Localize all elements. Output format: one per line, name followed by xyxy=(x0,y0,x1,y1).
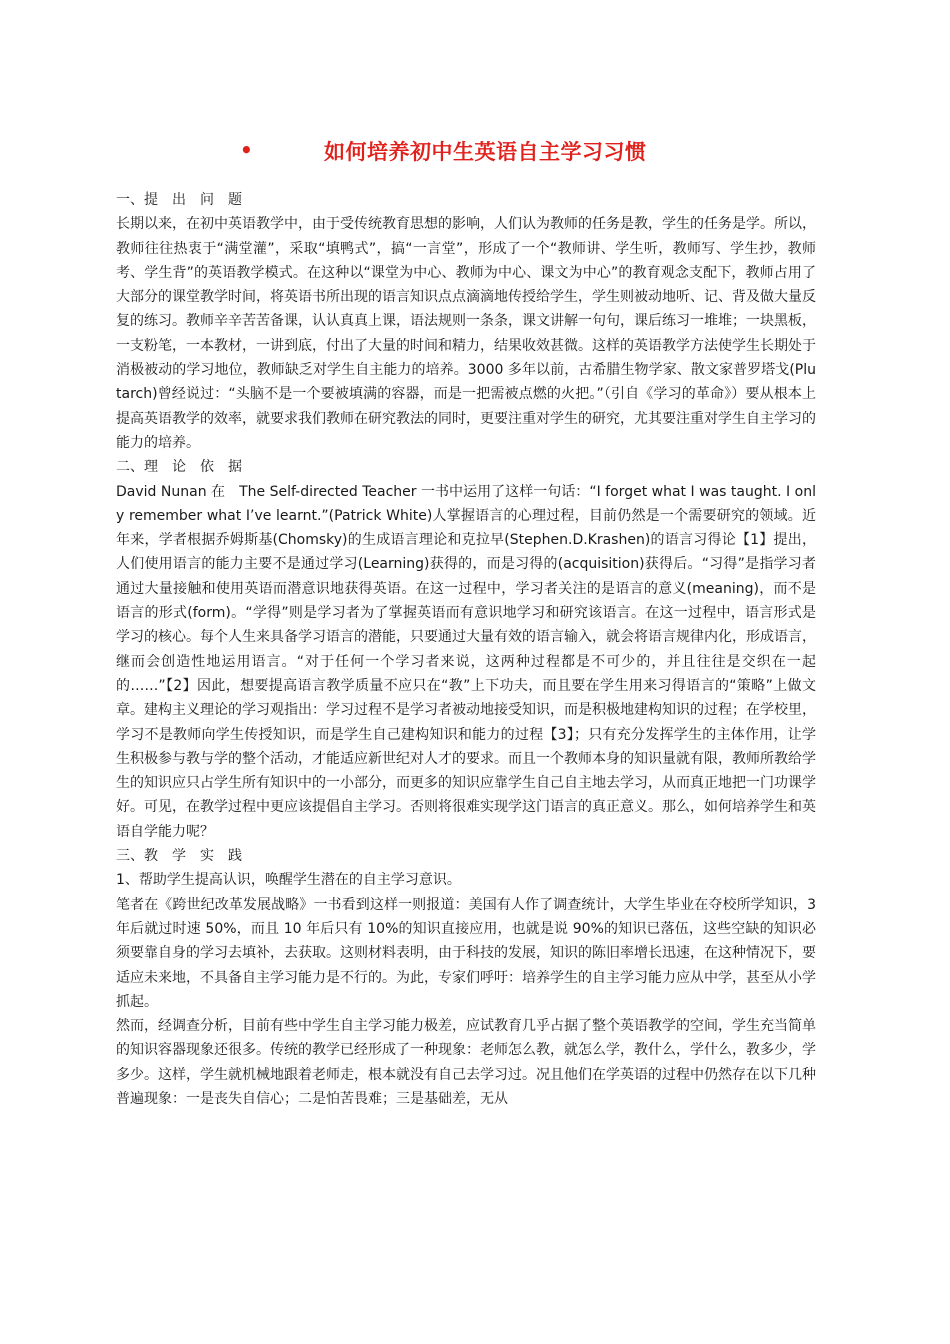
paragraph-3: 笔者在《跨世纪改革发展战略》一书看到这样一则报道：美国有人作了调查统计，大学生毕业在夺校所学知识，3 年后就过时速 50%，而且 10 年后只有 10%的知识直接应用，也就是说 90%的知识已落伍，这些空缺的知识必须要靠自身的学习去填补，去获取。这则材料表明，由于科技的发展，知识的陈旧率增长迅速，在这种情况下，要适应未来地，不具备自主学习能力是不行的。为此，专家们呼吁：培养学生的自主学习能力应从中学，甚至从小学抓起。 xyxy=(116,896,816,1010)
document-title: 如何培养初中生英语自主学习习惯 xyxy=(324,140,647,164)
subheading-1: 1、帮助学生提高认识，唤醒学生潜在的自主学习意识。 xyxy=(116,872,461,889)
paragraph-2: David Nunan 在 The Self-directed Teacher 一书中运用了这样一句话：“I forget what I was taught. I only remember what I’ve learnt.”(Patrick White)人掌握语言的心理过程，目前仍然是一个需要研究的领域。近年来，学者根据乔姆斯基(Chomsky)的生成语言理论和克拉早(Stephen.D.Krashen)的语言习得论【1】提出，人们使用语言的能力主要不是通过学习(Learning)获得的，而是习得的(acquisition)获得后。“习得”是指学习者通过大量接触和使用英语而潜意识地获得英语。在这一过程中，学习者关注的是语言的意义(meaning)，而不是语言的形式(form)。“学得”则是学习者为了掌握英语而有意识地学习和研究该语言。在这一过程中，语言形式是学习的核心。每个人生来具备学习语言的潜能，只要通过大量有效的语言输入，就会将语言规律内化，形成语言，继而会创造性地运用语言。“对于任何一个学习者来说，这两种过程都是不可少的，并且往往是交织在一起的……”【2】因此，想要提高语言教学质量不应只在“教”上下功夫，而且要在学生用来习得语言的“策略”上做文章。建构主义理论的学习观指出：学习过程不是学习者被动地接受知识，而是积极地建构知识的过程；在学校里，学习不是教师向学生传授知识，而是学生自己建构知识和能力的过程【3】；只有充分发挥学生的主体作用，让学生积极参与教与学的整个活动，才能适应新世纪对人才的要求。而且一个教师本身的知识量就有限，教师所教给学生的知识应只占学生所有知识中的一小部分，而更多的知识应靠学生自己自主地去学习，从而真正地把一门功课学好。可见，在教学过程中更应该提倡自主学习。否则将很难实现学这门语言的真正意义。那么，如何培养学生和英语自学能力呢？ xyxy=(116,483,816,840)
section-heading-2: 二、理 论 依 据 xyxy=(116,459,242,476)
title-bullet: • xyxy=(240,138,253,162)
paragraph-4: 然而，经调查分析，目前有些中学生自主学习能力极差，应试教育几乎占据了整个英语教学的空间，学生充当简单的知识容器现象还很多。传统的教学已经形成了一种现象：老师怎么教，就怎么学，教什么，学什么，教多少，学多少。这样，学生就机械地跟着老师走，根本就没有自己去学习过。况且他们在学英语的过程中仍然存在以下几种普遍现象：一是丧失自信心；二是怕苦畏难；三是基础差，无从 xyxy=(116,1018,816,1107)
section-heading-3: 三、教 学 实 践 xyxy=(116,848,242,865)
title-row xyxy=(116,136,816,168)
section-heading-1: 一、提 出 问 题 xyxy=(116,192,242,208)
document-body xyxy=(116,188,816,1111)
paragraph-1: 长期以来，在初中英语教学中，由于受传统教育思想的影响，人们认为教师的任务是教，学生的任务是学。所以，教师往往热衷于“满堂灌”，采取“填鸭式”，搞“一言堂”，形成了一个“教师讲、学生听，教师写、学生抄，教师考、学生背”的英语教学模式。在这种以“课堂为中心、教师为中心、课文为中心”的教育观念支配下，教师占用了大部分的课堂教学时间，将英语书所出现的语言知识点点滴滴地传授给学生，学生则被动地听、记、背及做大量反复的练习。教师辛辛苦苦备课，认认真真上课，语法规则一条条，课文讲解一句句，课后练习一堆堆；一块黑板，一支粉笔，一本教材，一讲到底，付出了大量的时间和精力，结果收效甚微。这样的英语教学方法使学生长期处于消极被动的学习地位，教师缺乏对学生自主能力的培养。3000 多年以前，古希腊生物学家、散文家普罗塔戈(Plutarch)曾经说过：“头脑不是一个要被填满的容器，而是一把需被点燃的火把。”（引自《学习的革命》）要从根本上提高英语教学的效率，就要求我们教师在研究教法的同时，更要注重对学生的研究，尤其要注重对学生自主学习的能力的培养。 xyxy=(116,216,816,451)
